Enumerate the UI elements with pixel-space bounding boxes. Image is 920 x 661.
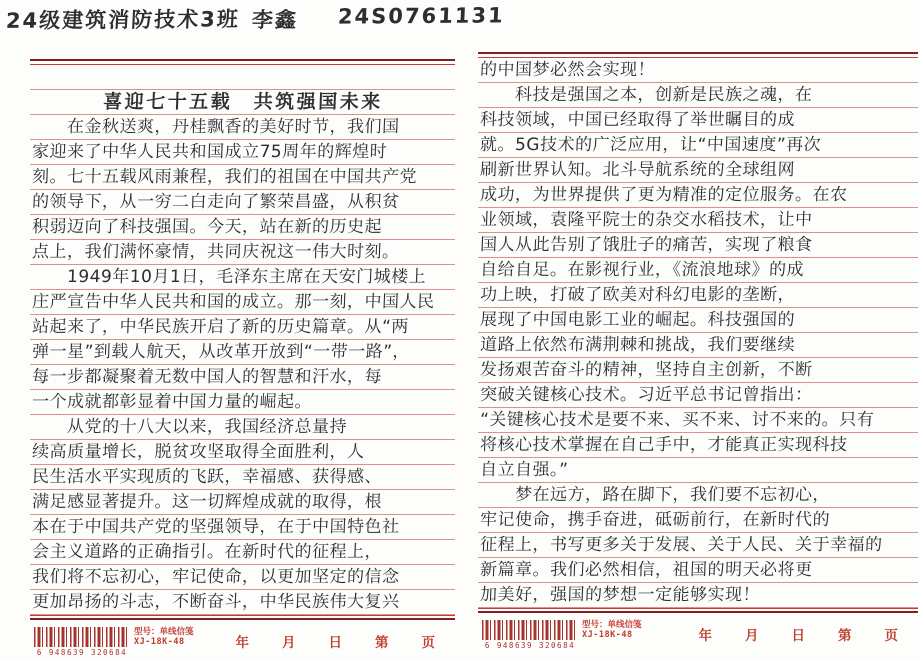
ruled-line bbox=[478, 133, 918, 158]
handwriting-line: 业领域，袁隆平院士的杂交水稻技术，让中 bbox=[479, 210, 813, 230]
ruled-line bbox=[30, 565, 455, 590]
ruled-line bbox=[30, 590, 455, 615]
date-page-fields: 年 月 日 第 页 bbox=[698, 628, 900, 644]
ruled-line bbox=[478, 383, 918, 408]
handwriting-line: “关键核心技术是要不来、买不来、讨不来的。只有 bbox=[479, 410, 875, 430]
barcode-block bbox=[34, 627, 194, 657]
ruled-line bbox=[30, 290, 455, 315]
handwriting-line: 自立自强。” bbox=[479, 460, 569, 480]
handwriting-line: 续高质量增长，脱贫攻坚取得全面胜利，人 bbox=[31, 442, 365, 462]
ruled-line bbox=[478, 333, 918, 358]
ruled-line bbox=[30, 165, 455, 190]
handwriting-line: 自给自足。在影视行业，《流浪地球》的成 bbox=[479, 260, 805, 280]
ruled-line bbox=[478, 508, 918, 533]
handwriting-line: 的领导下，从一穷二白走向了繁荣昌盛，从积贫 bbox=[31, 192, 400, 212]
left-page-rows bbox=[30, 65, 455, 615]
ruled-line bbox=[478, 408, 918, 433]
handwriting-line: 满足感显著提升。这一切辉煌成就的取得，根 bbox=[31, 492, 383, 512]
handwriting-line: 庄严宣告中华人民共和国的成立。那一刻，中国人民 bbox=[31, 292, 435, 312]
ruled-line bbox=[478, 433, 918, 458]
ruled-line bbox=[30, 390, 455, 415]
barcode-block bbox=[482, 620, 642, 650]
ruled-line bbox=[30, 440, 455, 465]
handwriting-line: 展现了中国电影工业的崛起。科技强国的 bbox=[479, 310, 796, 330]
handwriting-line: 弹一星”到载人航天，从改革开放到“一带一路”， bbox=[31, 342, 411, 362]
ruled-line bbox=[30, 515, 455, 540]
handwriting-line: 征程上，书写更多关于发展、关于人民、关于幸福的 bbox=[479, 535, 883, 555]
ruled-line bbox=[478, 183, 918, 208]
class-name: 24级建筑消防技术3班 bbox=[5, 7, 241, 33]
ruled-line bbox=[478, 308, 918, 333]
ruled-line bbox=[478, 158, 918, 183]
handwriting-line: 国人从此告别了饿肚子的痛苦，实现了粮食 bbox=[479, 235, 813, 255]
handwriting-line: 更加昂扬的斗志，不断奋斗，中华民族伟大复兴 bbox=[31, 592, 400, 612]
ruled-line bbox=[30, 365, 455, 390]
stationery-model-code: XJ-18K-48 bbox=[134, 637, 185, 647]
ruled-line bbox=[30, 115, 455, 140]
handwriting-line: 会主义道路的正确指引。在新时代的征程上， bbox=[31, 542, 383, 562]
bottom-ruled-double-line bbox=[478, 608, 918, 613]
ruled-line bbox=[478, 533, 918, 558]
ruled-line bbox=[478, 483, 918, 508]
ruled-line bbox=[30, 540, 455, 565]
ruled-line bbox=[478, 558, 918, 583]
student-id: 24S0761131 bbox=[337, 3, 506, 29]
left-page bbox=[30, 59, 455, 661]
handwriting-line: 加美好，强国的梦想一定能够实现！ bbox=[479, 585, 761, 605]
handwriting-line: 新篇章。我们必然相信，祖国的明天必将更 bbox=[479, 560, 813, 580]
handwriting-line: 一个成就都彰显着中国力量的崛起。 bbox=[31, 392, 313, 412]
ruled-line bbox=[30, 415, 455, 440]
handwriting-line: 牢记使命，携手奋进，砥砺前行，在新时代的 bbox=[479, 510, 831, 530]
ruled-line bbox=[30, 315, 455, 340]
handwriting-line: 刷新世界认知。北斗导航系统的全球组网 bbox=[479, 160, 796, 180]
handwriting-line: 突破关键核心技术。习近平总书记曾指出： bbox=[479, 385, 813, 405]
handwriting-line: 道路上依然布满荆棘和挑战，我们要继续 bbox=[479, 335, 796, 355]
barcode-icon bbox=[482, 620, 578, 640]
stationery-model-label: 型号：单线信笺 bbox=[582, 620, 642, 630]
handwriting-line: 积弱迈向了科技强国。今天，站在新的历史起 bbox=[31, 217, 383, 237]
ruled-line bbox=[478, 108, 918, 133]
ruled-line bbox=[478, 283, 918, 308]
handwriting-line: 科技领域，中国已经取得了举世瞩目的成 bbox=[479, 110, 796, 130]
ruled-line bbox=[478, 258, 918, 283]
ruled-line bbox=[478, 233, 918, 258]
handwriting-line: 梦在远方，路在脚下，我们要不忘初心， bbox=[479, 485, 831, 505]
ruled-line bbox=[478, 583, 918, 608]
handwriting-line: 就。5G技术的广泛应用，让“中国速度”再次 bbox=[479, 135, 822, 155]
ruled-line bbox=[30, 215, 455, 240]
ruled-line bbox=[478, 358, 918, 383]
handwriting-line: 将核心技术掌握在自己手中，才能真正实现科技 bbox=[479, 435, 848, 455]
left-page-footer bbox=[30, 627, 455, 661]
stationery-model-code: XJ-18K-48 bbox=[582, 630, 633, 640]
handwriting-line: 我们将不忘初心，牢记使命，以更加坚定的信念 bbox=[31, 567, 400, 587]
essay-title: 喜迎七十五载 共筑强国未来 bbox=[102, 91, 383, 113]
right-page-rows bbox=[478, 58, 918, 608]
ruled-line bbox=[30, 340, 455, 365]
handwriting-line: 1949年10月1日，毛泽东主席在天安门城楼上 bbox=[31, 267, 427, 287]
barcode-number: 6 948639 320684 bbox=[36, 648, 128, 657]
scan-header bbox=[6, 2, 916, 38]
handwriting-line: 站起来了，中华民族开启了新的历史篇章。从“两 bbox=[31, 317, 410, 337]
ruled-line bbox=[30, 265, 455, 290]
date-page-fields: 年 月 日 第 页 bbox=[235, 635, 437, 651]
handwriting-line: 本在于中国共产党的坚强领导，在于中国特色社 bbox=[31, 517, 400, 537]
handwriting-line: 发扬艰苦奋斗的精神，坚持自主创新，不断 bbox=[479, 360, 813, 380]
ruled-line bbox=[30, 190, 455, 215]
bottom-ruled-double-line bbox=[30, 615, 455, 620]
ruled-line bbox=[30, 140, 455, 165]
handwriting-line: 每一步都凝聚着无数中国人的智慧和汗水，每 bbox=[31, 367, 383, 387]
handwriting-line: 科技是强国之本，创新是民族之魂，在 bbox=[479, 85, 813, 105]
ruled-line bbox=[30, 490, 455, 515]
handwriting-line: 刻。七十五载风雨兼程，我们的祖国在中国共产党 bbox=[31, 167, 418, 187]
handwriting-line: 成功，为世界提供了更为精准的定位服务。在农 bbox=[479, 185, 848, 205]
stationery-model-label: 型号：单线信笺 bbox=[134, 627, 194, 637]
barcode-number: 6 948639 320684 bbox=[484, 641, 576, 650]
handwriting-line: 家迎来了中华人民共和国成立75周年的辉煌时 bbox=[31, 142, 388, 162]
handwriting-line: 从党的十八大以来，我国经济总量持 bbox=[31, 417, 348, 437]
ruled-line bbox=[478, 83, 918, 108]
ruled-line bbox=[478, 458, 918, 483]
handwriting-line: 的中国梦必然会实现！ bbox=[479, 60, 656, 80]
right-page-footer bbox=[478, 620, 918, 654]
student-name: 李鑫 bbox=[251, 7, 299, 33]
ruled-line bbox=[30, 240, 455, 265]
ruled-line bbox=[30, 465, 455, 490]
handwriting-line: 功上映，打破了欧美对科幻电影的垄断， bbox=[479, 285, 796, 305]
essay-title-line bbox=[30, 90, 455, 115]
right-page bbox=[478, 52, 918, 654]
ruled-line bbox=[478, 58, 918, 83]
handwriting-line: 点上，我们满怀豪情，共同庆祝这一伟大时刻。 bbox=[31, 242, 400, 262]
handwriting-line: 民生活水平实现质的飞跃，幸福感、获得感、 bbox=[31, 467, 383, 487]
empty-ruled-line bbox=[30, 65, 455, 90]
barcode-icon bbox=[34, 627, 130, 647]
handwriting-line: 在金秋送爽，丹桂飘香的美好时节，我们国 bbox=[31, 117, 400, 137]
ruled-line bbox=[478, 208, 918, 233]
